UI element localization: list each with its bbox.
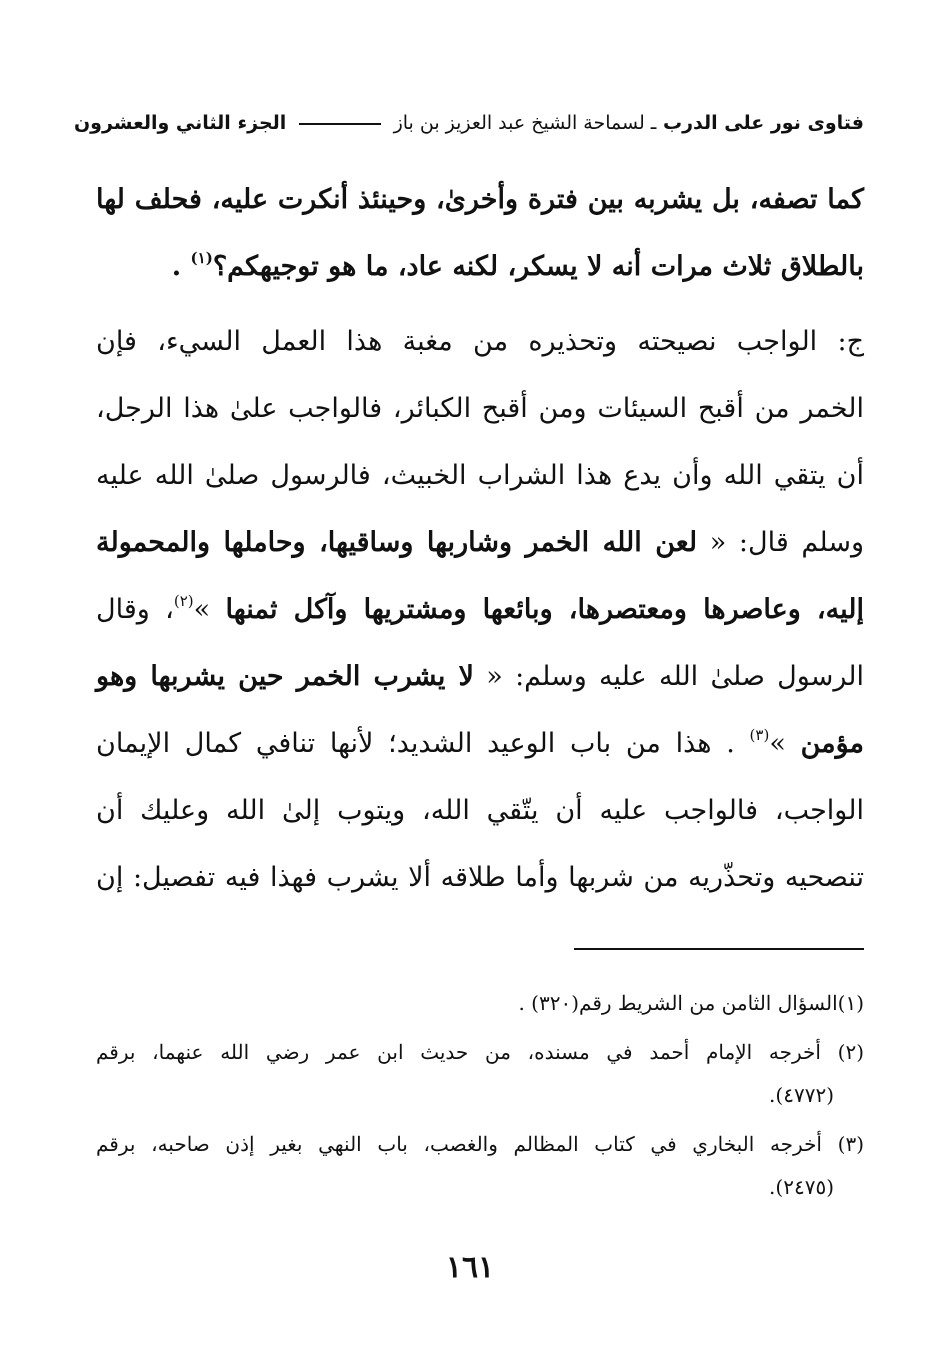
hadith-2-end: مؤمن <box>800 728 864 759</box>
answer-line-4 <box>96 509 864 576</box>
hadith-2-quote-close: » <box>769 728 801 759</box>
question-text: بالطلاق ثلاث مرات أنه لا يسكر، لكنه عاد، ما هو توجيهكم؟ <box>212 251 864 282</box>
volume-label: الجزء الثاني والعشرون <box>73 112 287 134</box>
answer-continue: ، وقال <box>96 594 174 625</box>
footnote-2-cont: (٤٧٧٢). <box>769 1083 834 1107</box>
question-line-1: كما تصفه، بل يشربه بين فترة وأخرىٰ، وحينئذ أنكرت عليه، فحلف لها <box>96 184 864 215</box>
footnote-ref-1[interactable]: (١) <box>190 249 213 267</box>
question-line-2 <box>96 233 864 300</box>
running-header <box>73 112 864 134</box>
footnote-separator <box>574 948 864 950</box>
header-dash <box>299 123 381 125</box>
answer-line-9: تنصحيه وتحذّريه من شربها وأما طلاقه ألا يشرب فهذا فيه تفصيل: إن <box>96 862 864 893</box>
header-author: ـ لسماحة الشيخ عبد العزيز بن باز <box>393 112 657 134</box>
answer-line-5 <box>96 576 864 643</box>
footnote-1: (١)السؤال الثامن من الشريط رقم(٣٢٠) . <box>518 991 864 1015</box>
answer-line-6 <box>96 643 864 710</box>
answer-line-7 <box>96 710 864 777</box>
book-title: فتاوى نور على الدرب <box>663 112 864 134</box>
hadith-intro: وسلم قال: « <box>697 527 865 558</box>
hadith-text-2: إليه، وعاصرها ومعتصرها، وبائعها ومشتريها وآكل ثمنها <box>225 594 864 625</box>
answer-line-1: ج: الواجب نصيحته وتحذيره من مغبة هذا العمل السيء، فإن <box>96 326 864 357</box>
hadith-2-intro: الرسول صلىٰ الله عليه وسلم: « <box>473 661 864 692</box>
footnote-3: (٣) أخرجه البخاري في كتاب المظالم والغصب، باب النهي بغير إذن صاحبه، برقم <box>96 1132 864 1156</box>
hadith-2-text: لا يشرب الخمر حين يشربها وهو <box>96 661 474 692</box>
page-number: ١٦١ <box>445 1250 495 1285</box>
footnote-ref-3[interactable]: (٣) <box>749 726 770 744</box>
answer-line-8: الواجب، فالواجب عليه أن يتّقي الله، ويتوب إلىٰ الله وعليك أن <box>96 795 864 826</box>
footnotes <box>96 982 864 1209</box>
answer-line-3: أن يتقي الله وأن يدع هذا الشراب الخبيث، فالرسول صلىٰ الله عليه <box>96 460 864 491</box>
question-end: . <box>171 251 182 282</box>
footnote-2: (٢) أخرجه الإمام أحمد في مسنده، من حديث ابن عمر رضي الله عنهما، برقم <box>96 1040 864 1064</box>
main-text <box>96 166 864 911</box>
answer-commentary: . هذا من باب الوعيد الشديد؛ لأنها تنافي كمال الإيمان <box>96 728 750 759</box>
hadith-quote-close: » <box>193 594 226 625</box>
hadith-text-1: لعن الله الخمر وشاربها وساقيها، وحاملها والمحمولة <box>96 527 698 558</box>
footnote-3-cont: (٢٤٧٥). <box>769 1175 834 1199</box>
footnote-ref-2[interactable]: (٢) <box>173 592 194 610</box>
answer-line-2: الخمر من أقبح السيئات ومن أقبح الكبائر، فالواجب علىٰ هذا الرجل، <box>96 393 864 424</box>
